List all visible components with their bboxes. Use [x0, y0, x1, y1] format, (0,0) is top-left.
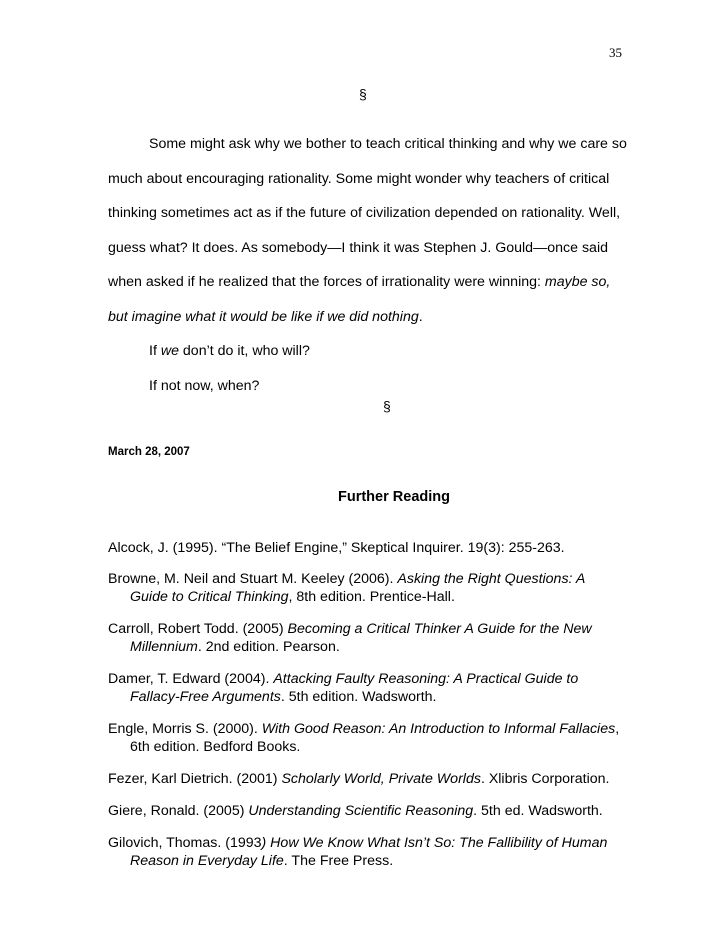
reference-item — [108, 802, 623, 820]
closing-essay — [108, 127, 628, 403]
reference-publisher: , 6th edition. Bedford Books. — [130, 721, 620, 755]
reference-item — [108, 834, 623, 870]
line-who-will-emphasis: we — [160, 343, 179, 359]
paragraph-end: . — [418, 308, 423, 325]
reference-author: Giere, Ronald. (2005) — [108, 803, 249, 819]
reference-title: ) How We Know What Isn’t So: The Fallibility of Human Reason in Everyday Life — [130, 835, 608, 869]
reference-title: Asking the Right Questions: A Guide to Critical Thinking — [130, 571, 585, 605]
reference-author: Carroll, Robert Todd. (2005) — [108, 621, 288, 637]
reference-title: Attacking Faulty Reasoning: A Practical Guide to Fallacy-Free Arguments — [130, 671, 579, 705]
reference-publisher: . The Free Press. — [283, 853, 394, 869]
reference-title: Scholarly World, Private Worlds — [281, 771, 481, 787]
reference-item — [108, 539, 623, 557]
line-who-will-post: don’t do it, who will? — [178, 343, 310, 359]
reference-publisher: . 2nd edition. Pearson. — [197, 639, 340, 655]
reference-item — [108, 620, 623, 656]
reference-author: Fezer, Karl Dietrich. (2001) — [108, 771, 282, 787]
reference-author: Alcock, J. (1995). “The Belief Engine,” Skeptical Inquirer. 19(3): 255-263. — [108, 540, 565, 556]
quote-text: maybe so, but imagine what it would be like if we did nothing — [108, 274, 611, 325]
reference-publisher: . 5th edition. Wadsworth. — [280, 689, 437, 705]
section-mark-top: § — [359, 86, 367, 102]
line-who-will-pre: If — [149, 343, 161, 359]
reference-item — [108, 570, 623, 606]
reference-title: Understanding Scientific Reasoning — [248, 803, 474, 819]
page-number: 35 — [609, 45, 622, 60]
reference-author: Engle, Morris S. (2000). — [108, 721, 262, 737]
section-mark-bottom: § — [383, 398, 391, 414]
reference-author: Damer, T. Edward (2004). — [108, 671, 274, 687]
reference-author: Gilovich, Thomas. (1993 — [108, 835, 262, 851]
reference-item — [108, 770, 623, 788]
reference-title: With Good Reason: An Introduction to Informal Fallacies — [261, 721, 616, 737]
line-when: If not now, when? — [149, 377, 260, 394]
reference-item — [108, 720, 623, 756]
reference-title: Becoming a Critical Thinker A Guide for the New Millennium — [130, 621, 592, 655]
reference-item — [108, 670, 623, 706]
further-reading-heading: Further Reading — [338, 489, 450, 505]
reference-publisher: , 8th edition. Prentice-Hall. — [288, 589, 455, 605]
reference-publisher: . Xlibris Corporation. — [480, 771, 610, 787]
essay-date: March 28, 2007 — [108, 446, 190, 458]
reference-author: Browne, M. Neil and Stuart M. Keeley (2006). — [108, 571, 398, 587]
line-who-will — [108, 334, 628, 369]
reference-publisher: . 5th ed. Wadsworth. — [473, 803, 603, 819]
paragraph-text: Some might ask why we bother to teach critical thinking and why we care so much about encouraging rationality. Some might wonder why teachers of critical thinking sometimes act as if the future of civilization depended on rationality. Well, guess what? It does. As somebody—I think it was Stephen J. Gould—once said when asked if he realized that the forces of irrationality were winning: — [108, 136, 627, 290]
reference-list — [108, 539, 623, 884]
closing-paragraph — [108, 127, 628, 334]
